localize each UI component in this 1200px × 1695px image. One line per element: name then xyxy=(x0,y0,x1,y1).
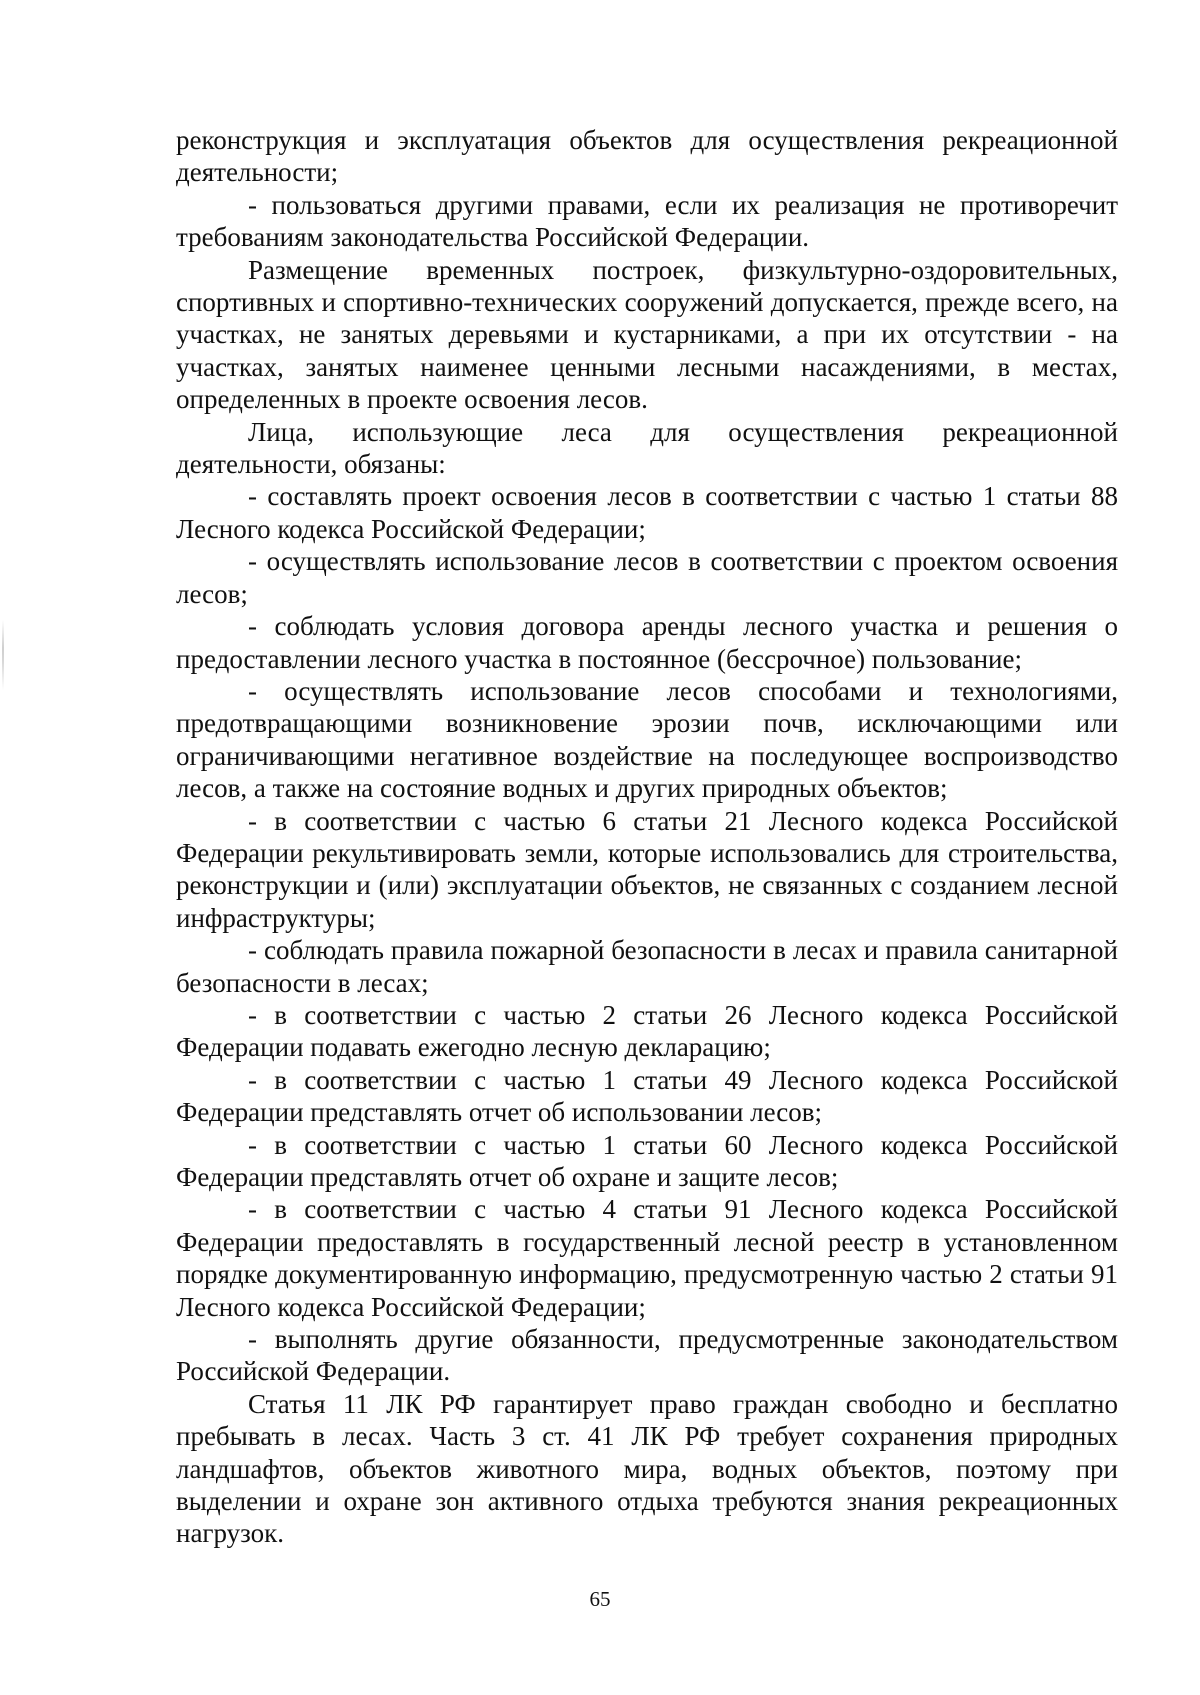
obligation-item: - соблюдать условия договора аренды лесного участка и решения о предоставлении лесного участка в постоянное (бессрочное) пользование; xyxy=(176,611,1118,674)
scan-edge-mark xyxy=(2,620,4,690)
obligation-item: - в соответствии с частью 1 статьи 49 Лесного кодекса Российской Федерации представлять отчет об использовании лесов; xyxy=(176,1064,1118,1128)
body-text xyxy=(176,124,1118,1550)
obligation-item: - составлять проект освоения лесов в соответствии с частью 1 статьи 88 Лесного кодекса Российской Федерации; xyxy=(176,481,1118,544)
obligation-item: - в соответствии с частью 6 статьи 21 Лесного кодекса Российской Федерации рекультивировать земли, которые использовались для строительства, реконструкции и (или) эксплуатации объектов, не связанных с созданием лесной инфраструктуры; xyxy=(176,805,1118,933)
obligation-item: - в соответствии с частью 2 статьи 26 Лесного кодекса Российской Федерации подавать ежегодно лесную декларацию; xyxy=(176,999,1118,1063)
obligation-item: - осуществлять использование лесов способами и технологиями, предотвращающими возникновение эрозии почв, исключающими или ограничивающими негативное воздействие на последующее воспроизводство лесов, а также на состояние водных и других природных объектов; xyxy=(176,675,1118,804)
paragraph-article-11: Статья 11 ЛК РФ гарантирует право граждан свободно и бесплатно пребывать в лесах. Часть 3 ст. 41 ЛК РФ требует сохранения природных ландшафтов, объектов животного мира, водных объектов, поэтому при выделении и охране зон активного отдыха требуются знания рекреационных нагрузок. xyxy=(176,1388,1118,1549)
obligation-item: - осуществлять использование лесов в соответствии с проектом освоения лесов; xyxy=(176,546,1118,609)
obligation-item: - в соответствии с частью 4 статьи 91 Лесного кодекса Российской Федерации предоставлять в государственный лесной реестр в установленном порядке документированную информацию, предусмотренную частью 2 статьи 91 Лесного кодекса Российской Федерации; xyxy=(176,1194,1118,1322)
paragraph-placement: Размещение временных построек, физкультурно-оздоровительных, спортивных и спортивно-технических сооружений допускается, прежде всего, на участках, не занятых деревьями и кустарниками, а при их отсутствии - на участках, занятых наименее ценными лесными насаждениями, в местах, определенных в проекте освоения лесов. xyxy=(176,254,1118,415)
obligation-item: - выполнять другие обязанности, предусмотренные законодательством Российской Федерации. xyxy=(176,1324,1118,1387)
page-number: 65 xyxy=(589,1587,611,1611)
paragraph-obligations-intro: Лица, использующие леса для осуществления рекреационной деятельности, обязаны: xyxy=(176,416,1118,480)
obligation-item: - соблюдать правила пожарной безопасности в лесах и правила санитарной безопасности в лесах; xyxy=(176,935,1118,998)
paragraph-continuation: реконструкция и эксплуатация объектов для осуществления рекреационной деятельности; xyxy=(176,125,1118,188)
paragraph-right-other: - пользоваться другими правами, если их реализация не противоречит требованиям законодательства Российской Федерации. xyxy=(176,189,1118,253)
obligation-item: - в соответствии с частью 1 статьи 60 Лесного кодекса Российской Федерации представлять отчет об охране и защите лесов; xyxy=(176,1129,1118,1192)
